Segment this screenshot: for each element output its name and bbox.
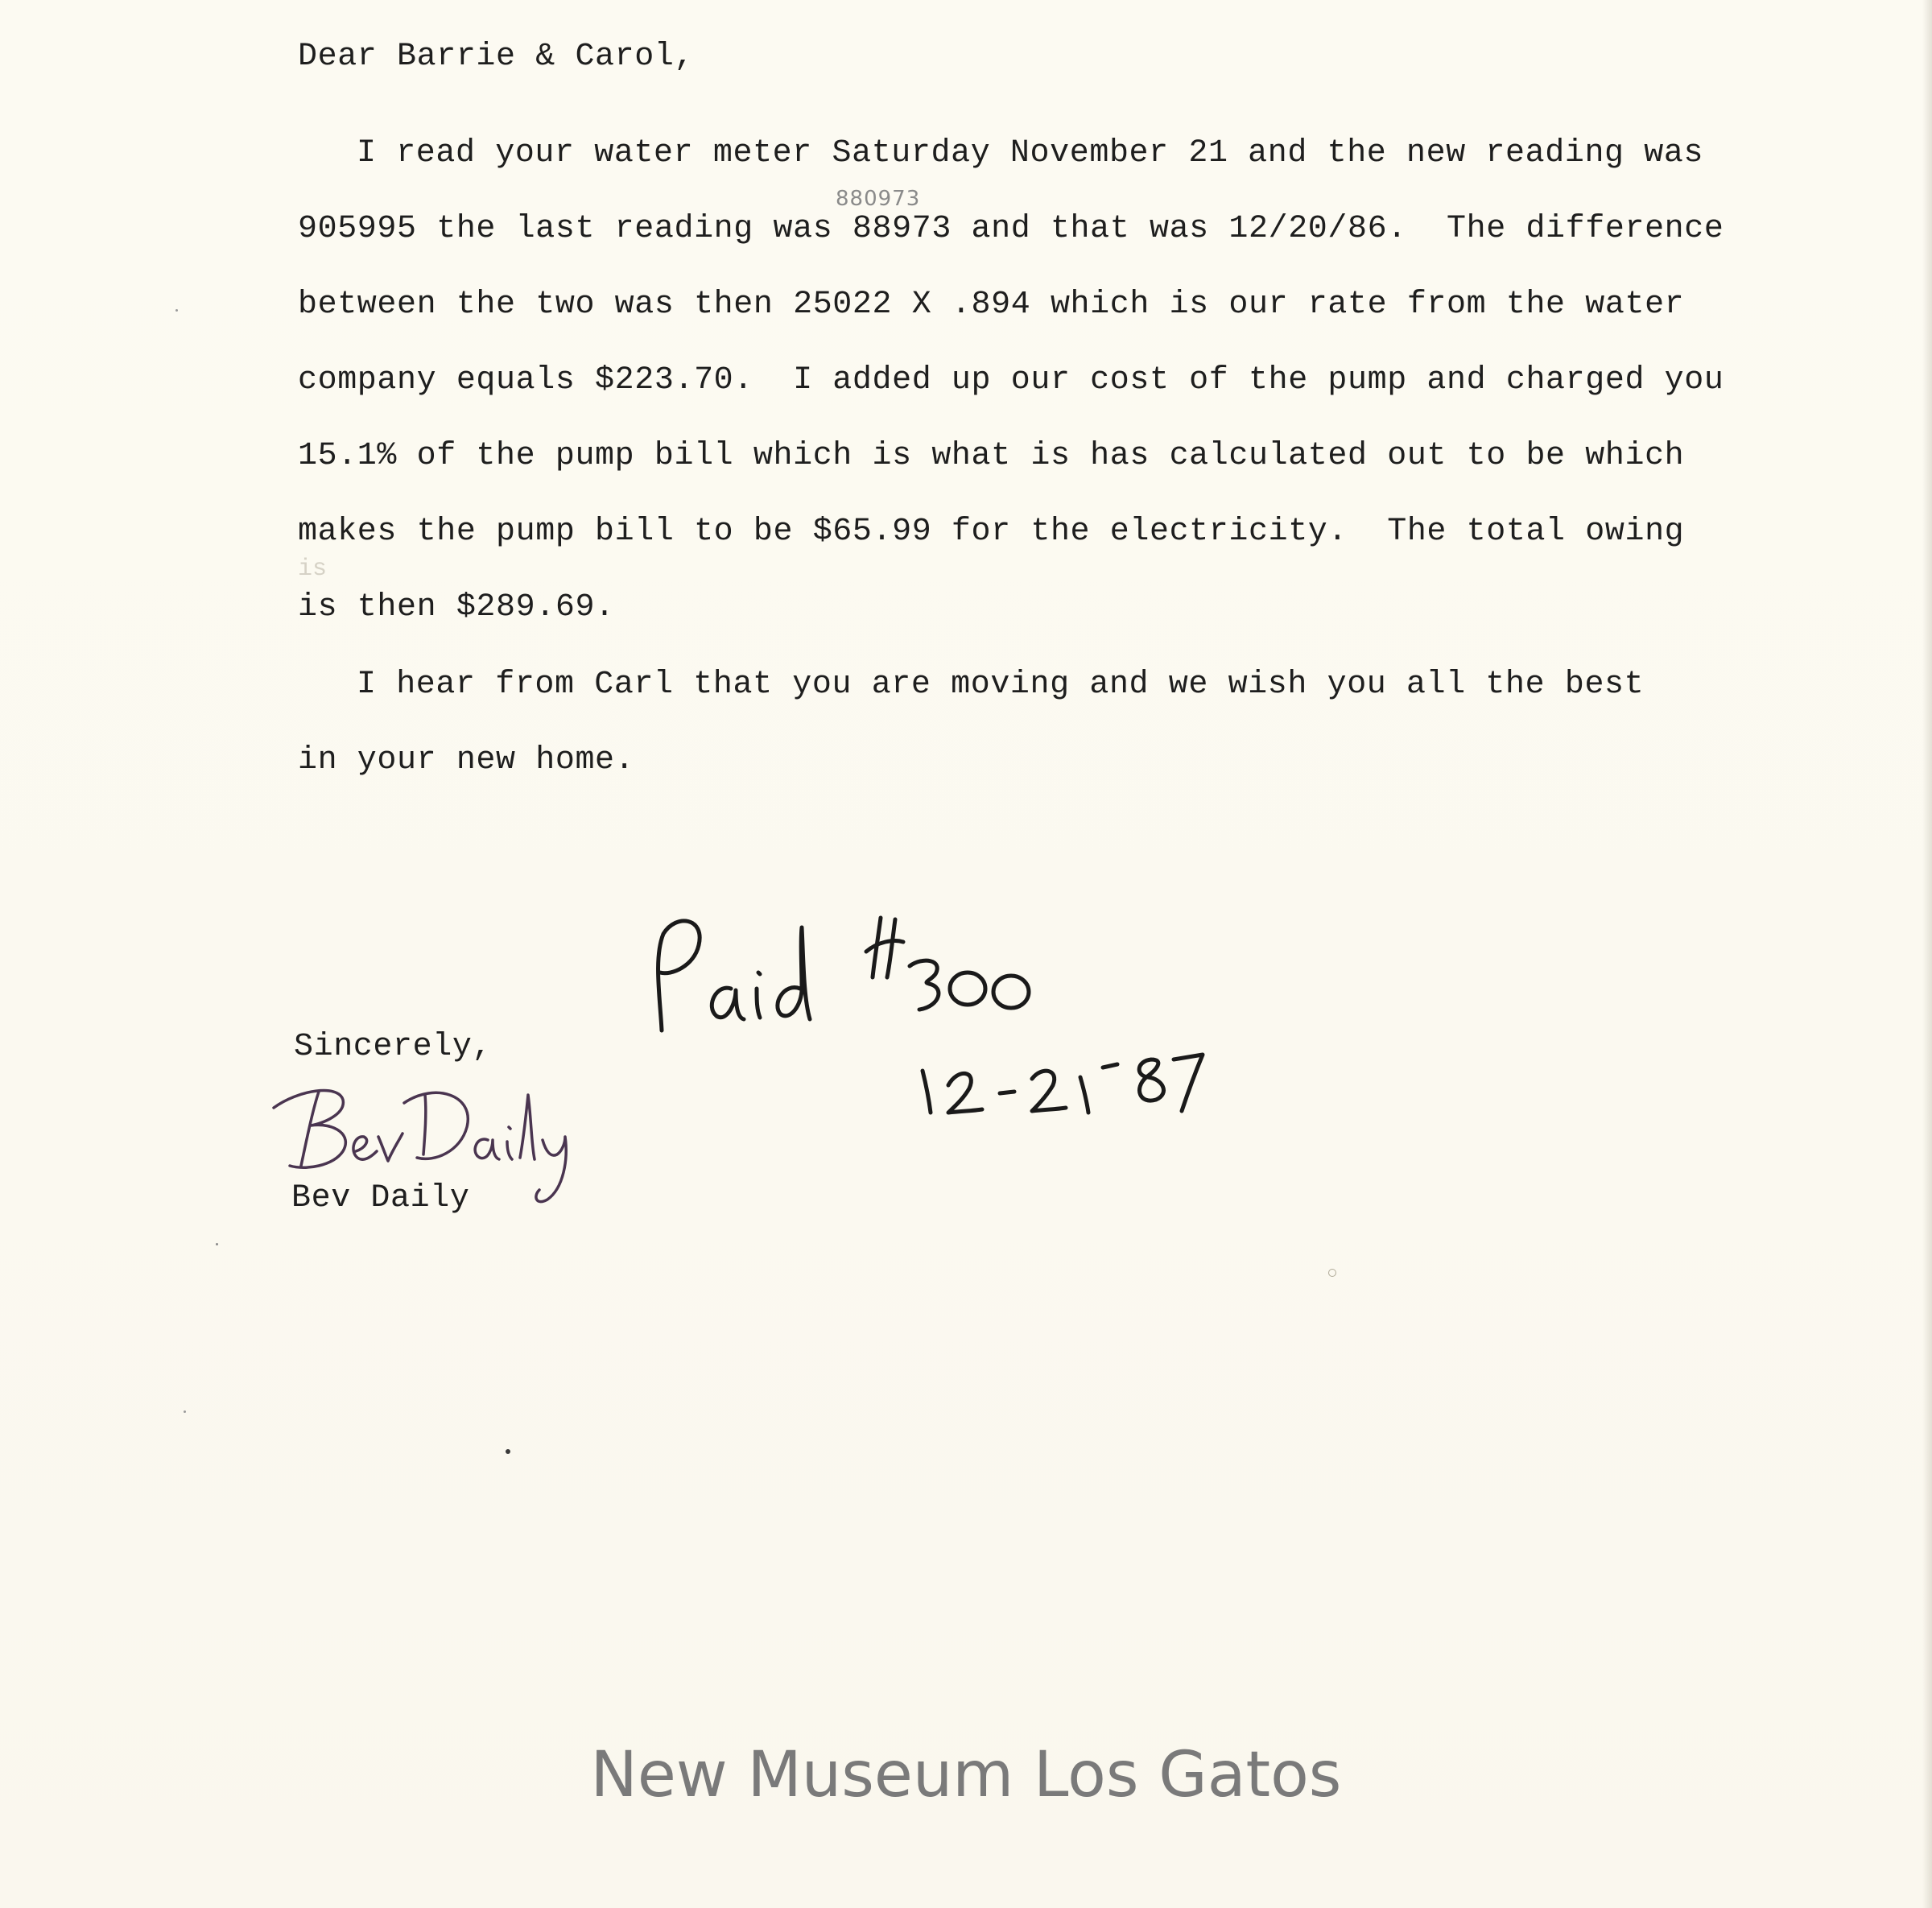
handwritten-paid-note (636, 910, 1280, 1119)
closing: Sincerely, (294, 1029, 493, 1065)
page-edge-shadow (1922, 0, 1932, 1908)
museum-watermark: New Museum Los Gatos (590, 1739, 1342, 1811)
typed-signature-name: Bev Daily (291, 1180, 470, 1216)
body-line: 15.1% of the pump bill which is what is has calculated out to be which (298, 438, 1685, 474)
body-line: between the two was then 25022 X .894 which is our rate from the water (298, 287, 1685, 323)
body-line: I read your water meter Saturday November 21 and the new reading was (357, 135, 1704, 171)
paper-speck (506, 1449, 510, 1454)
handwritten-signature (266, 1071, 604, 1208)
body-line: I hear from Carl that you are moving and we wish you all the best (357, 667, 1645, 703)
pencil-correction: 880973 (836, 187, 921, 211)
faint-insert: is (298, 555, 328, 583)
body-line: company equals $223.70. I added up our cost of the pump and charged you (298, 362, 1724, 399)
body-line: in your new home. (298, 742, 635, 778)
body-line: 905995 the last reading was 88973 and that was 12/20/86. The difference (298, 211, 1724, 247)
body-line: is then $289.69. (298, 589, 615, 626)
paper-speck (184, 1410, 186, 1413)
paper-speck (1328, 1269, 1336, 1277)
body-line: makes the pump bill to be $65.99 for the electricity. The total owing (298, 514, 1685, 550)
paper-speck (175, 309, 178, 312)
paper-speck (216, 1243, 218, 1245)
salutation: Dear Barrie & Carol, (298, 39, 695, 75)
